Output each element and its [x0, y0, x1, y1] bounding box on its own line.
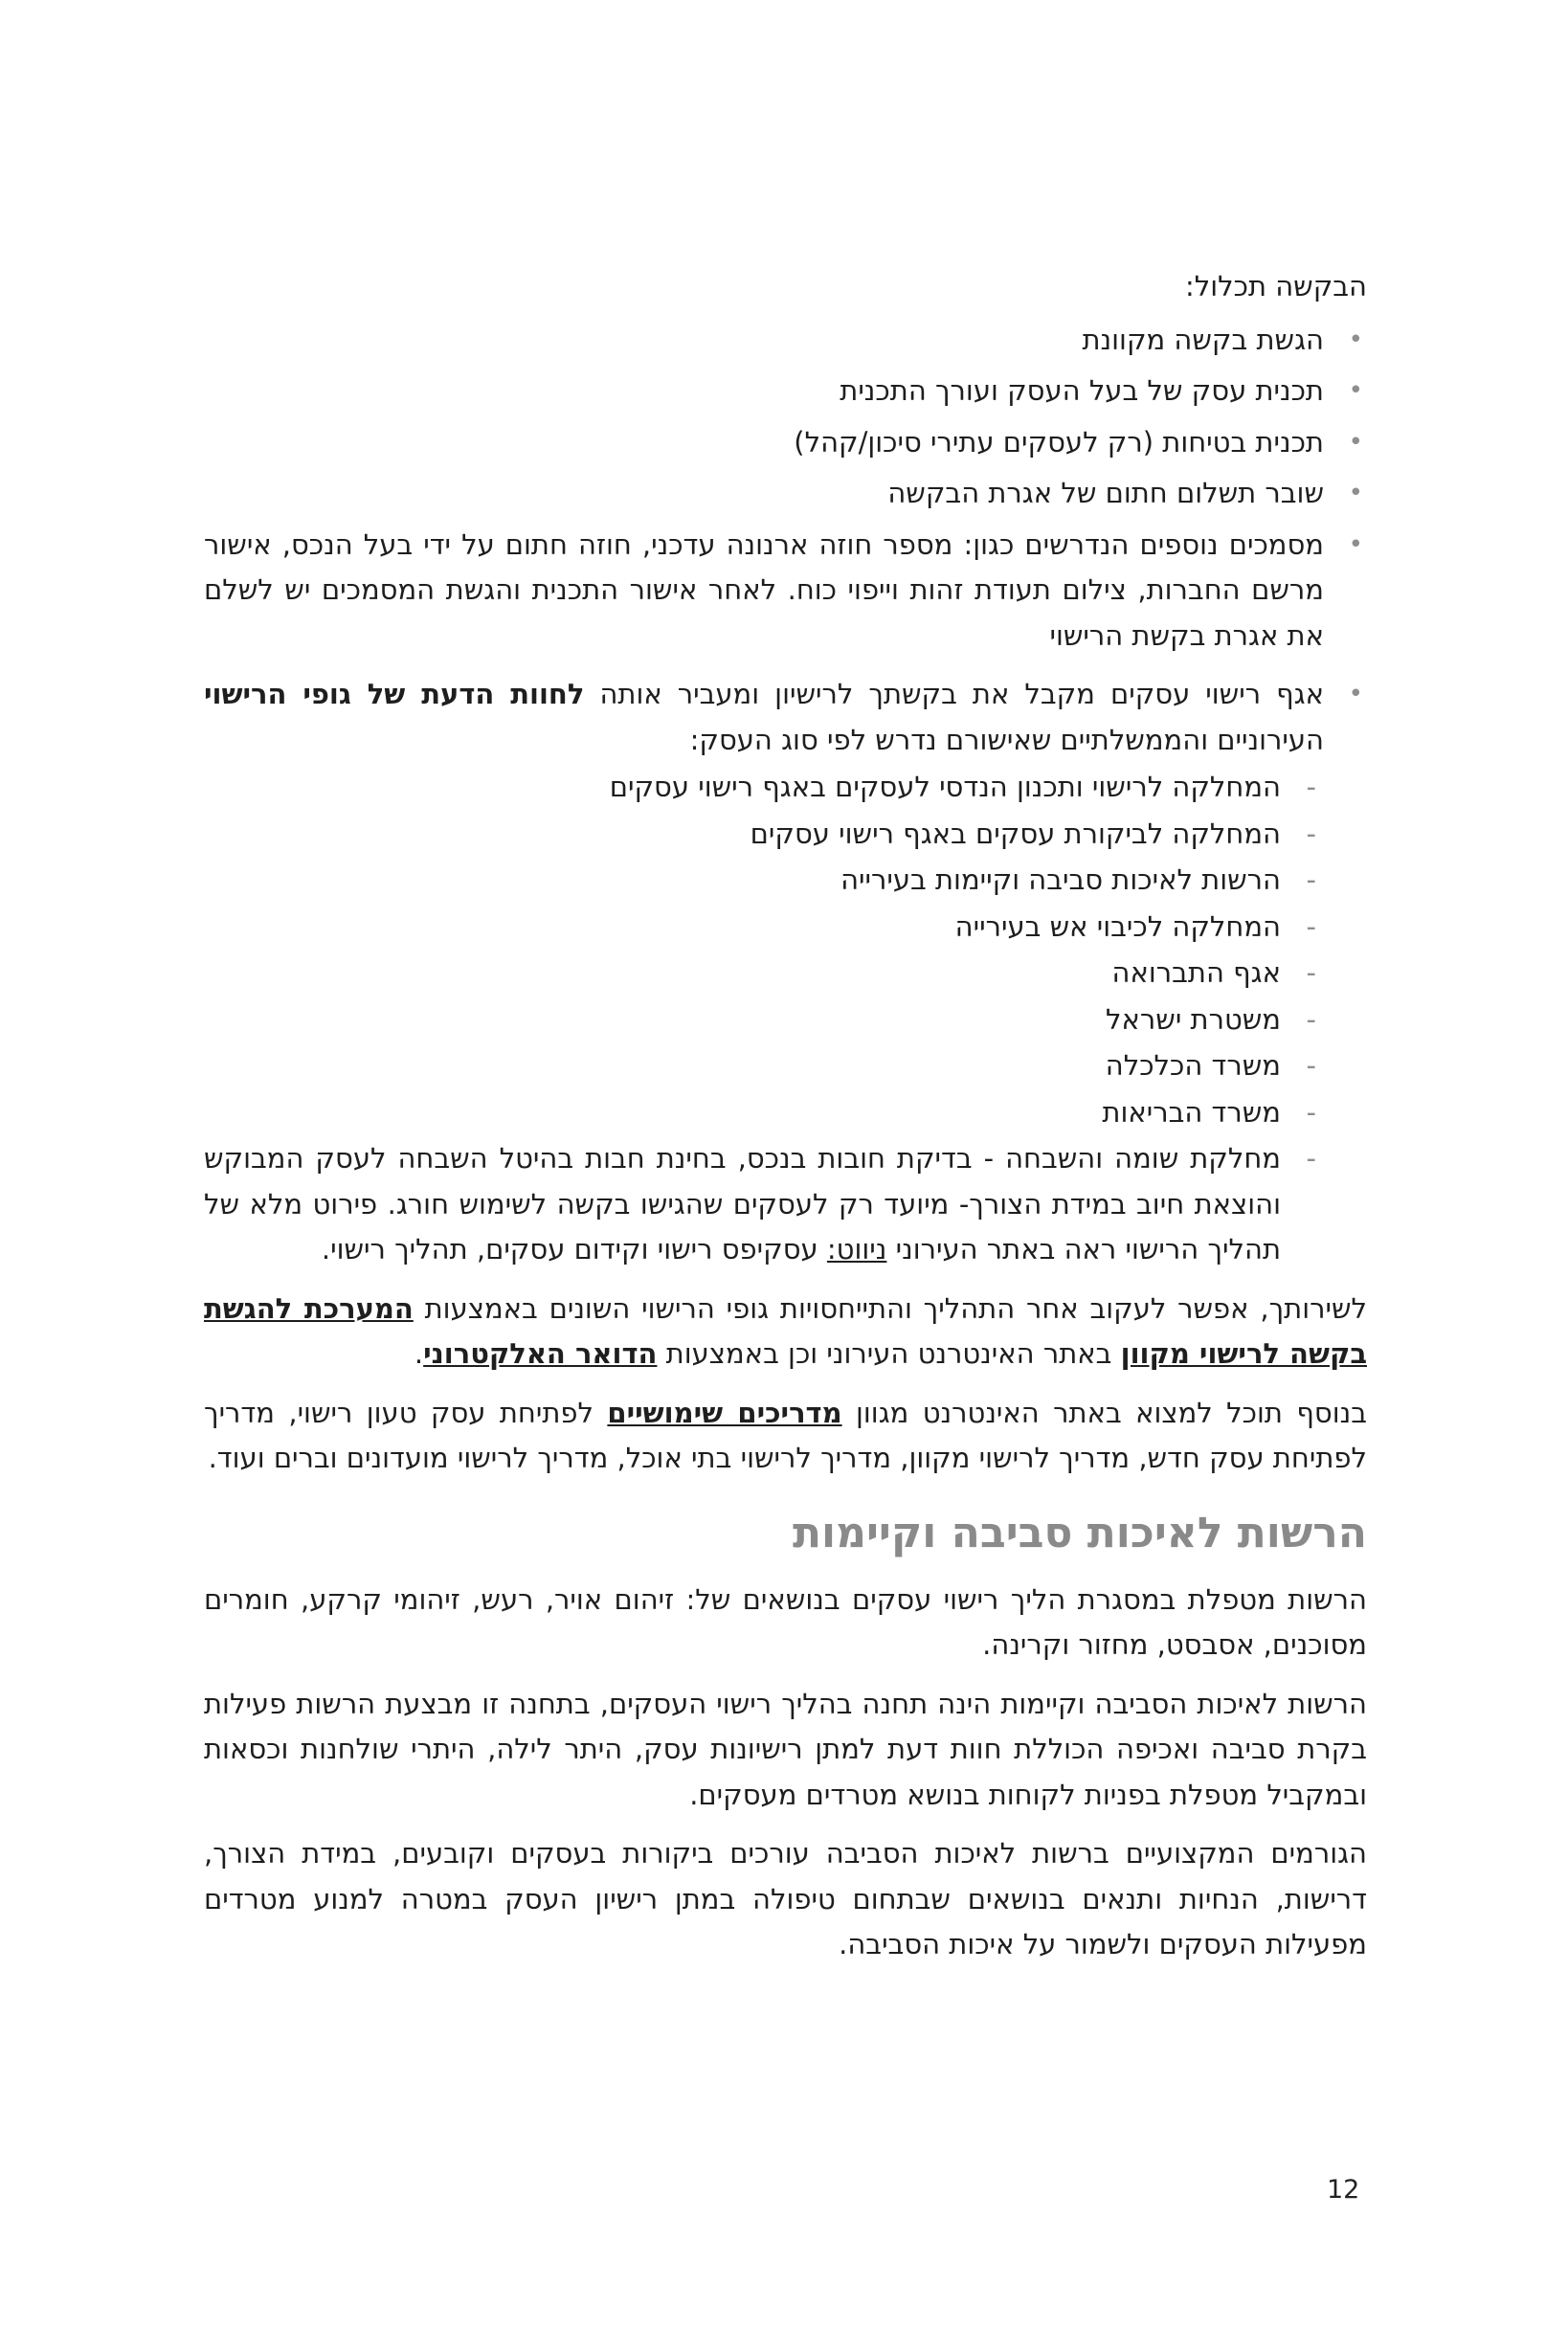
list-item: - הרשות לאיכות סביבה וקיימות בעירייה — [204, 858, 1324, 904]
bullet-icon: • — [1348, 376, 1363, 405]
dash-icon: - — [1306, 1095, 1316, 1129]
list-item: - המחלקה לרישוי ותכנון הנדסי לעסקים באגף רישוי עסקים — [204, 765, 1324, 811]
section-heading: הרשות לאיכות סביבה וקיימות — [792, 1508, 1367, 1557]
list-item: • תכנית עסק של בעל העסק ועורך התכנית — [204, 369, 1367, 414]
licensing-bodies-bold: לחוות הדעת של גופי הרישוי — [204, 678, 585, 710]
dash-icon: - — [1306, 771, 1316, 803]
list-item: - משטרת ישראל — [204, 997, 1324, 1043]
list-item: - משרד הכלכלה — [204, 1043, 1324, 1089]
section-paragraph: הרשות מטפלת במסגרת הליך רישוי עסקים בנושאים של: זיהום אויר, רעש, זיהומי קרקע, חומרים מסוכנים, אסבסט, מחזור וקרינה. — [204, 1582, 1367, 1661]
dash-icon: - — [1306, 863, 1316, 896]
bullet-icon: • — [1348, 427, 1363, 457]
list-item-appraisal: - מחלקת שומה והשבחה - בדיקת חובות בנכס, בחינת חבות בהיטל השבחה לעסק המבוקש והוצאת חיוב במידת הצורך- מיועד רק לעסקים שהגישו בקשה לשימוש חורג. פירוט מלא של תהליך הרישוי ראה באתר העירוני ניווט: עסקיפס רישוי וקידום עסקים, תהליך רישוי. — [204, 1136, 1324, 1273]
list-item: - המחלקה לביקורת עסקים באגף רישוי עסקים — [204, 812, 1324, 858]
navigation-link[interactable]: ניווט: — [826, 1233, 887, 1266]
email-link[interactable]: הדואר האלקטרוני — [423, 1337, 658, 1370]
list-item: • שובר תשלום חתום של אגרת הבקשה — [204, 471, 1367, 517]
section-paragraph: הגורמים המקצועיים ברשות לאיכות הסביבה עורכים ביקורות בעסקים וקובעים, במידת הצורך, דרישות, הנחיות ותנאים בנושאים שבתחום טיפולה במתן רישיון העסק במטרה למנוע מטרדים מפעילות העסקים ולשמור על איכות הסביבה. — [204, 1837, 1367, 1960]
dash-icon: - — [1306, 1049, 1316, 1082]
list-item: • מסמכים נוספים הנדרשים כגון: מספר חוזה ארנונה עדכני, חוזה חתום על ידי בעל הנכס, אישור מרשם החברות, צילום תעודת זהות וייפוי כוח. לאחר אישור התכנית והגשת המסמכים יש לשלם את אגרת בקשת הרישוי — [204, 523, 1367, 660]
list-item: - משרד הבריאות — [204, 1090, 1324, 1136]
licensing-bodies-list — [204, 765, 1324, 1273]
list-item: - המחלקה לכיבוי אש בעירייה — [204, 905, 1324, 951]
dash-icon: - — [1306, 817, 1316, 850]
bullet-icon: • — [1348, 529, 1363, 559]
section-paragraph: הרשות לאיכות הסביבה וקיימות הינה תחנה בהליך רישוי העסקים, בתחנה זו מבצעת הרשות פעילות בקרת סביבה ואכיפה הכוללת חוות דעת למתן רישיונות עסק, היתר לילה, היתרי שולחנות וכסאות ובמקביל מטפלת בפניות לקוחות בנושא מטרדים מעסקים. — [204, 1687, 1367, 1811]
bullet-icon: • — [1348, 680, 1363, 708]
dash-icon: - — [1306, 909, 1316, 943]
request-intro: הבקשה תכלול: — [1184, 270, 1367, 302]
bullet-icon: • — [1348, 325, 1363, 354]
online-licensing-link[interactable]: המערכת להגשת בקשה לרישוי מקוון — [204, 1291, 1367, 1370]
dash-icon: - — [1306, 956, 1316, 989]
list-item: • הגשת בקשה מקוונת — [204, 318, 1367, 364]
useful-guides-link[interactable]: מדריכים שימושיים — [607, 1396, 842, 1429]
page-number: 12 — [1327, 2175, 1360, 2205]
list-item: • תכנית בטיחות (רק לעסקים עתירי סיכון/קהל) — [204, 420, 1367, 466]
tracking-paragraph: לשירותך, אפשר לעקוב אחר התהליך והתייחסויות גופי הרישוי השונים באמצעות המערכת להגשת בקשה לרישוי מקוון באתר האינטרנט העירוני וכן באמצעות הדואר האלקטרוני. — [204, 1291, 1367, 1370]
guides-paragraph: בנוסף תוכל למצוא באתר האינטרנט מגוון מדריכים שימושיים לפתיחת עסק טעון רישוי, מדריך לפתיחת עסק חדש, מדריך לרישוי מקוון, מדריך לרישוי בתי אוכל, מדריך לרישוי מועדונים וברים ועוד. — [204, 1396, 1368, 1474]
dash-icon: - — [1306, 1002, 1316, 1036]
page-content — [204, 264, 1367, 1968]
list-item-licensing: • אגף רישוי עסקים מקבל את בקשתך לרישיון ומעביר אותה לחוות הדעת של גופי הרישוי העירוניים והממשלתיים שאישורם נדרש לפי סוג העסק: - המחלקה לרישוי ותכנון הנדסי לעסקים באגף רישוי עסקים - המחלקה לביקורת עסקים באגף רישוי עסקים - הרשות לאיכות סביבה וקיימות בעירייה - המחלקה לכיבוי אש בעירייה - אגף התברואה - משטרת ישראל - משרד הכלכלה - משרד הבריאות - מחלקת שומה והשבחה - בדיקת חובות בנכס, בחינת חבות בהיטל השבחה לעסק המבוקש והוצאת חיוב במידת הצורך- מיועד רק לעסקים שהגישו בקשה לשימוש חורג. פירוט מלא של תהליך הרישוי ראה באתר העירוני ניווט: עסקיפס רישוי וקידום עסקים, תהליך רישוי. — [204, 672, 1367, 1273]
list-item: - אגף התברואה — [204, 951, 1324, 997]
bullet-icon: • — [1348, 479, 1363, 507]
request-contents-list — [204, 318, 1367, 1273]
dash-icon: - — [1306, 1142, 1316, 1175]
